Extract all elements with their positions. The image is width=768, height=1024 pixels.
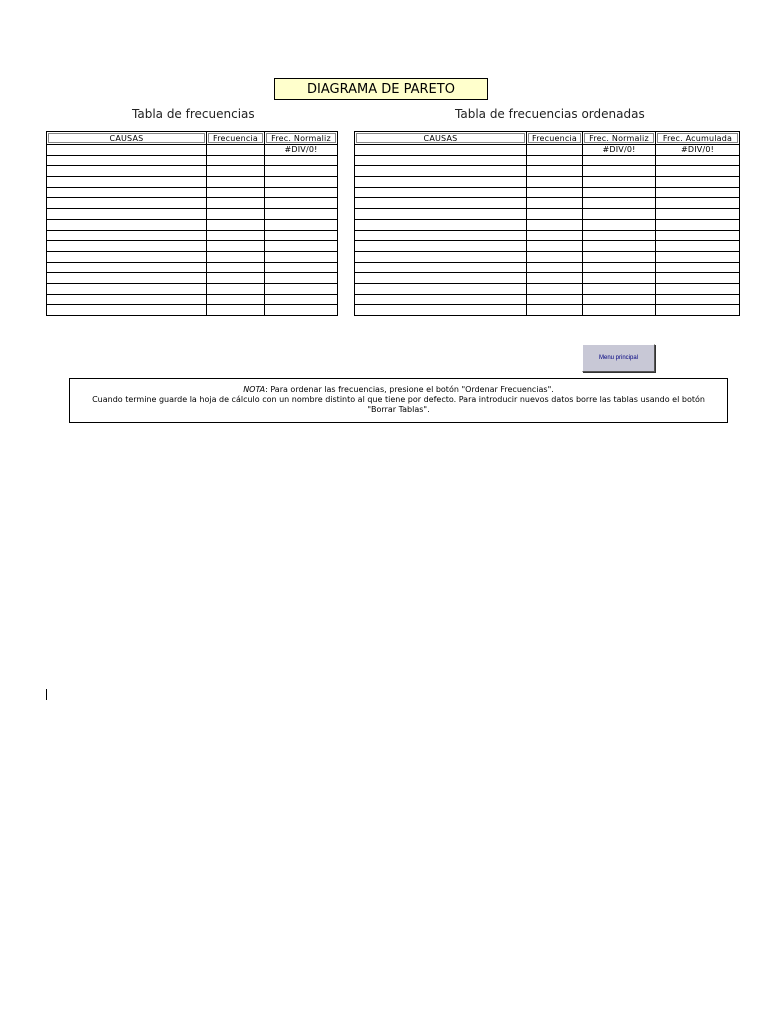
sorted-frequency-table-cell[interactable] <box>527 177 583 188</box>
sorted-frequency-table-cell[interactable] <box>355 283 527 294</box>
frequency-table-cell[interactable] <box>207 283 265 294</box>
frequency-table-cell[interactable] <box>47 294 207 305</box>
sorted-frequency-table-cell[interactable] <box>583 177 656 188</box>
frequency-table-row <box>47 187 338 198</box>
frequency-table-cell[interactable] <box>207 219 265 230</box>
frequency-table-cell[interactable] <box>265 294 338 305</box>
sorted-frequency-table-cell[interactable] <box>656 166 740 177</box>
sorted-frequency-table-cell[interactable] <box>355 294 527 305</box>
frequency-table-row <box>47 209 338 220</box>
frequency-table-row <box>47 166 338 177</box>
frequency-table-cell[interactable] <box>207 241 265 252</box>
sorted-frequency-table-cell[interactable] <box>656 283 740 294</box>
header-frec-normaliz: Frec. Normaliz <box>265 132 338 145</box>
header-frecuencia: Frecuencia <box>527 132 583 145</box>
sorted-frequency-table-cell[interactable] <box>583 166 656 177</box>
frequency-table-cell[interactable] <box>265 219 338 230</box>
sorted-frequency-table-cell[interactable] <box>656 273 740 284</box>
sorted-frequency-table-cell[interactable] <box>355 198 527 209</box>
sorted-frequency-table-row <box>355 209 740 220</box>
frequency-table-row <box>47 262 338 273</box>
frequency-table-cell[interactable] <box>265 166 338 177</box>
sorted-frequency-table-row <box>355 145 740 156</box>
sorted-frequency-table-cell[interactable] <box>656 251 740 262</box>
left-table-caption: Tabla de frecuencias <box>132 107 255 121</box>
right-table-caption: Tabla de frecuencias ordenadas <box>455 107 645 121</box>
frequency-table-cell[interactable] <box>207 155 265 166</box>
frequency-table-cell[interactable] <box>265 155 338 166</box>
note-text-1: : Para ordenar las frecuencias, presione el botón "Ordenar Frecuencias". <box>265 385 554 394</box>
frequency-table-header <box>47 132 338 145</box>
sorted-frequency-table-cell[interactable] <box>355 241 527 252</box>
sorted-frequency-table-row <box>355 219 740 230</box>
frequency-table-cell[interactable] <box>265 283 338 294</box>
sorted-frequency-table-cell[interactable] <box>656 187 740 198</box>
sorted-frequency-table-cell[interactable] <box>583 262 656 273</box>
note-label: NOTA <box>243 385 266 394</box>
frequency-table-cell[interactable] <box>47 305 207 316</box>
sorted-frequency-table-cell[interactable] <box>583 305 656 316</box>
frequency-table <box>46 131 338 316</box>
sorted-frequency-table-row <box>355 241 740 252</box>
frequency-table-cell[interactable] <box>207 209 265 220</box>
frequency-table-grid <box>46 131 338 316</box>
sorted-frequency-table-cell[interactable] <box>656 241 740 252</box>
frequency-table-row <box>47 283 338 294</box>
frequency-table-cell[interactable] <box>47 262 207 273</box>
sorted-frequency-table-cell[interactable] <box>527 283 583 294</box>
frequency-table-cell[interactable] <box>47 145 207 156</box>
sorted-frequency-table-cell[interactable] <box>355 155 527 166</box>
sorted-frequency-table-cell[interactable] <box>355 219 527 230</box>
frequency-table-cell[interactable] <box>207 187 265 198</box>
frequency-table-cell[interactable] <box>265 241 338 252</box>
sorted-frequency-table-row <box>355 294 740 305</box>
frequency-table-cell[interactable] <box>207 251 265 262</box>
sorted-frequency-table-cell[interactable]: #DIV/0! <box>583 145 656 156</box>
sorted-frequency-table-cell[interactable] <box>355 230 527 241</box>
frequency-table-cell[interactable] <box>265 305 338 316</box>
note-line-1 <box>70 385 727 395</box>
sorted-frequency-table-row <box>355 230 740 241</box>
sorted-frequency-table-cell[interactable] <box>355 187 527 198</box>
sorted-frequency-table-cell[interactable] <box>355 251 527 262</box>
sorted-frequency-table-cell[interactable] <box>355 273 527 284</box>
frequency-table-cell[interactable] <box>47 198 207 209</box>
sorted-frequency-table-cell[interactable] <box>656 219 740 230</box>
sorted-frequency-table-cell[interactable] <box>583 294 656 305</box>
frequency-table-cell[interactable] <box>47 177 207 188</box>
header-frec-normaliz: Frec. Normaliz <box>583 132 656 145</box>
sorted-frequency-table-cell[interactable] <box>527 230 583 241</box>
frequency-table-cell[interactable] <box>207 198 265 209</box>
sorted-frequency-table-cell[interactable] <box>656 209 740 220</box>
frequency-table-row <box>47 230 338 241</box>
frequency-table-row <box>47 155 338 166</box>
frequency-table-cell[interactable] <box>265 262 338 273</box>
frequency-table-cell[interactable] <box>47 230 207 241</box>
frequency-table-cell[interactable] <box>207 262 265 273</box>
sorted-frequency-table-row <box>355 177 740 188</box>
frequency-table-cell[interactable] <box>47 187 207 198</box>
frequency-table-cell[interactable] <box>265 273 338 284</box>
sorted-frequency-table-cell[interactable] <box>527 251 583 262</box>
header-frecuencia: Frecuencia <box>207 132 265 145</box>
frequency-table-cell[interactable] <box>207 305 265 316</box>
frequency-table-cell[interactable]: #DIV/0! <box>265 145 338 156</box>
sorted-frequency-table-row <box>355 273 740 284</box>
text-cursor <box>46 689 47 700</box>
sorted-frequency-table-cell[interactable] <box>583 155 656 166</box>
sorted-frequency-table-cell[interactable] <box>656 262 740 273</box>
frequency-table-row <box>47 305 338 316</box>
frequency-table-cell[interactable] <box>47 209 207 220</box>
frequency-table-cell[interactable] <box>265 230 338 241</box>
sorted-frequency-table-cell[interactable] <box>583 251 656 262</box>
frequency-table-cell[interactable] <box>207 166 265 177</box>
sorted-frequency-table-cell[interactable] <box>583 187 656 198</box>
frequency-table-cell[interactable] <box>207 294 265 305</box>
frequency-table-cell[interactable] <box>265 187 338 198</box>
frequency-table-row <box>47 251 338 262</box>
frequency-table-cell[interactable] <box>265 251 338 262</box>
frequency-table-cell[interactable] <box>47 219 207 230</box>
frequency-table-cell[interactable] <box>265 209 338 220</box>
sorted-frequency-table-cell[interactable] <box>583 198 656 209</box>
sorted-frequency-table-grid <box>354 131 740 316</box>
frequency-table-cell[interactable] <box>207 177 265 188</box>
sorted-frequency-table-cell[interactable] <box>656 305 740 316</box>
frequency-table-cell[interactable] <box>47 166 207 177</box>
page-title: DIAGRAMA DE PARETO <box>274 78 488 100</box>
sorted-frequency-table-cell[interactable] <box>527 273 583 284</box>
sorted-frequency-table-cell[interactable] <box>355 262 527 273</box>
sorted-frequency-table-cell[interactable]: #DIV/0! <box>656 145 740 156</box>
sorted-frequency-table-cell[interactable] <box>527 241 583 252</box>
sorted-frequency-table-row <box>355 305 740 316</box>
sorted-frequency-table-row <box>355 251 740 262</box>
sorted-frequency-table-cell[interactable] <box>527 209 583 220</box>
sorted-frequency-table-row <box>355 187 740 198</box>
sorted-frequency-table-cell[interactable] <box>583 241 656 252</box>
frequency-table-cell[interactable] <box>47 155 207 166</box>
sorted-frequency-table-cell[interactable] <box>527 219 583 230</box>
sorted-frequency-table-row <box>355 283 740 294</box>
sorted-frequency-table-row <box>355 262 740 273</box>
header-causas: CAUSAS <box>355 132 527 145</box>
sorted-frequency-table-cell[interactable] <box>583 230 656 241</box>
frequency-table-cell[interactable] <box>207 273 265 284</box>
sorted-frequency-table-cell[interactable] <box>527 166 583 177</box>
sorted-frequency-table-row <box>355 155 740 166</box>
sorted-frequency-table-cell[interactable] <box>527 262 583 273</box>
frequency-table-cell[interactable] <box>207 230 265 241</box>
sorted-frequency-table-cell[interactable] <box>656 177 740 188</box>
frequency-table-row <box>47 198 338 209</box>
note-line-2: Cuando termine guarde la hoja de cálculo con un nombre distinto al que tiene por defecto. Para introducir nuevos datos borre las tablas usando el botón <box>92 395 705 404</box>
frequency-table-cell[interactable] <box>47 251 207 262</box>
sorted-frequency-table-cell[interactable] <box>355 177 527 188</box>
frequency-table-cell[interactable] <box>207 145 265 156</box>
frequency-table-row <box>47 145 338 156</box>
sorted-frequency-table-row <box>355 198 740 209</box>
sorted-frequency-table-cell[interactable] <box>583 283 656 294</box>
frequency-table-cell[interactable] <box>47 241 207 252</box>
sorted-frequency-table-cell[interactable] <box>583 209 656 220</box>
header-frec-acumulada: Frec. Acumulada <box>656 132 740 145</box>
sorted-frequency-table-cell[interactable] <box>355 166 527 177</box>
header-causas: CAUSAS <box>47 132 207 145</box>
frequency-table-row <box>47 273 338 284</box>
sorted-frequency-table-row <box>355 166 740 177</box>
frequency-table-row <box>47 294 338 305</box>
sorted-frequency-table-cell[interactable] <box>656 155 740 166</box>
sorted-frequency-table-cell[interactable] <box>583 273 656 284</box>
sorted-frequency-table-header <box>355 132 740 145</box>
sorted-frequency-table-cell[interactable] <box>656 294 740 305</box>
sorted-frequency-table-cell[interactable] <box>527 294 583 305</box>
frequency-table-row <box>47 177 338 188</box>
sorted-frequency-table-cell[interactable] <box>527 198 583 209</box>
sorted-frequency-table-cell[interactable] <box>355 145 527 156</box>
sorted-frequency-table-cell[interactable] <box>527 187 583 198</box>
sorted-frequency-table-cell[interactable] <box>355 305 527 316</box>
sorted-frequency-table-cell[interactable] <box>527 305 583 316</box>
menu-principal-button[interactable]: Menu principal <box>582 344 655 372</box>
frequency-table-row <box>47 241 338 252</box>
frequency-table-cell[interactable] <box>265 198 338 209</box>
sorted-frequency-table-cell[interactable] <box>656 230 740 241</box>
sorted-frequency-table-cell[interactable] <box>355 209 527 220</box>
sorted-frequency-table-cell[interactable] <box>656 198 740 209</box>
sorted-frequency-table-cell[interactable] <box>583 219 656 230</box>
note-line-3: "Borrar Tablas". <box>367 405 430 414</box>
frequency-table-cell[interactable] <box>47 273 207 284</box>
note-box <box>69 378 728 423</box>
sorted-frequency-table <box>354 131 740 316</box>
frequency-table-cell[interactable] <box>47 283 207 294</box>
sorted-frequency-table-cell[interactable] <box>527 155 583 166</box>
frequency-table-cell[interactable] <box>265 177 338 188</box>
sorted-frequency-table-cell[interactable] <box>527 145 583 156</box>
frequency-table-row <box>47 219 338 230</box>
